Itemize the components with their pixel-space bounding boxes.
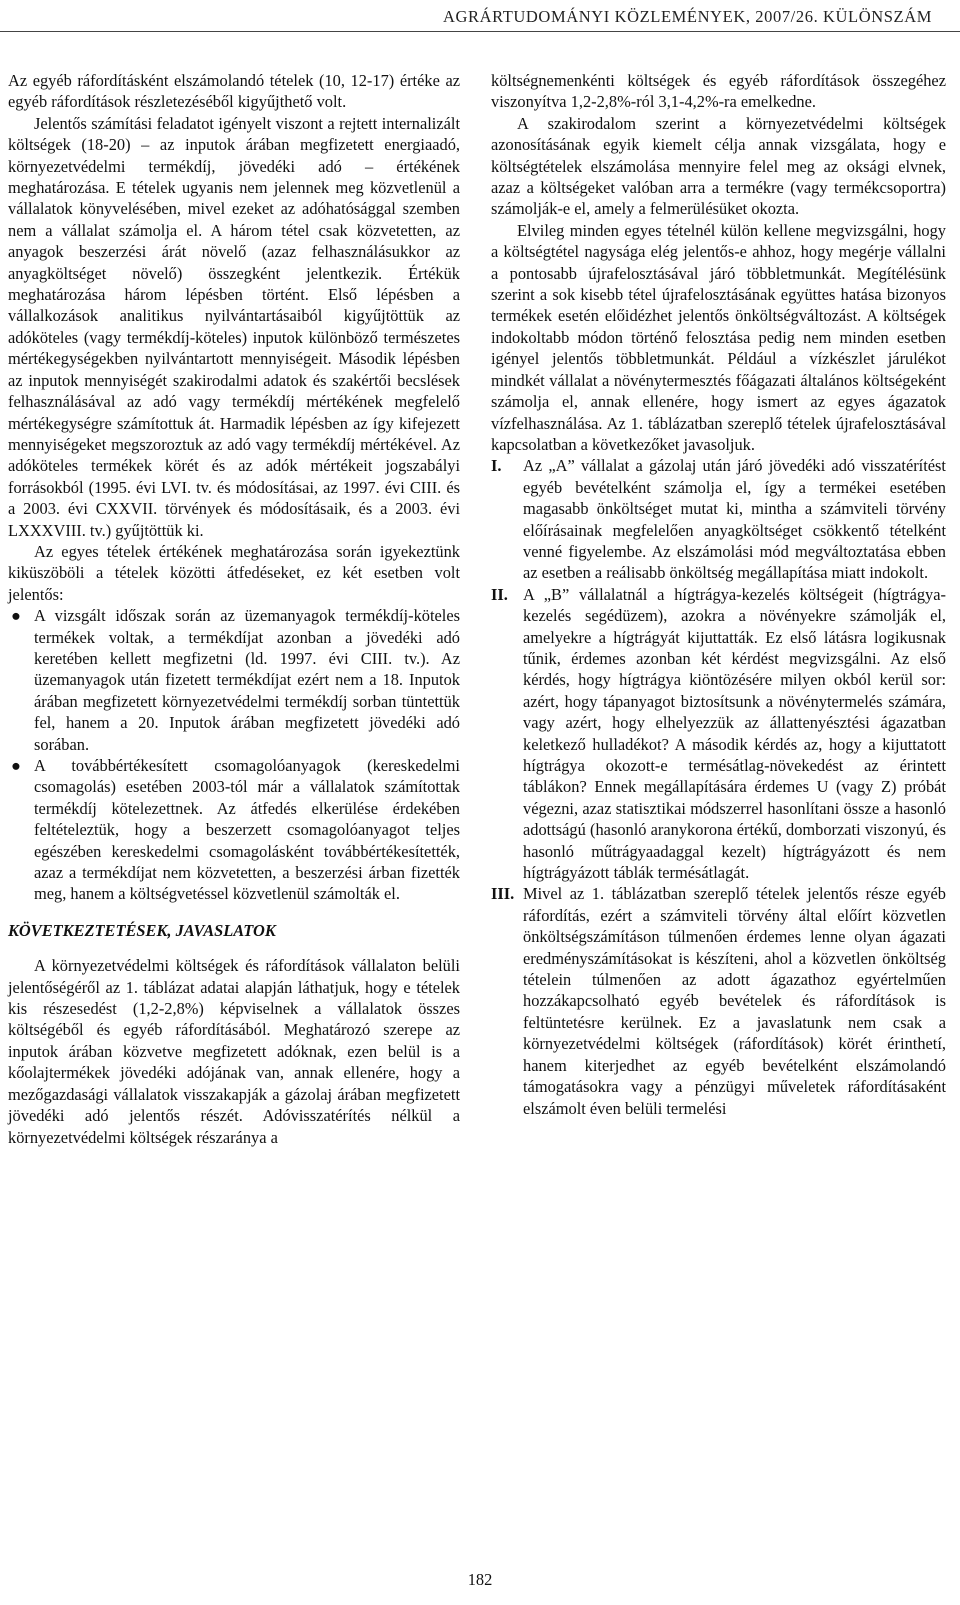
paragraph: Elvileg minden egyes tételnél külön kellene megvizsgálni, hogy a költségtétel nagysága elég jelentős-e ahhoz, hogy megérje vállalni a pontosabb újrafelosztásával járó többletmunkát. Megítélésünk szerint a sok kisebb tétel újrafelosztásának együttes hatása bizonyos termékek esetén előidézhet jelentős önköltségváltozást. A költségek indokoltabb módon történő felosztása pedig nem minden esetben igényel jelentős többletmunkát. Például a vízkészlet járulékot mindkét vállalat a növénytermesztés főágazati általános költségeként számolja el, annak ellenére, hogy ismert az egyes ágazatok vízfelhasználása. Az 1. táblázatban szereplő tételek újrafelosztásával kapcsolatban a következőket javasoljuk.: [491, 220, 946, 454]
running-header: [0, 0, 960, 36]
list-item: [491, 584, 946, 884]
header-rule: [0, 31, 960, 32]
list-item-text: Az „A” vállalat a gázolaj után járó jövedéki adó visszatérítést egyéb bevételként számolja el, így a termékei esetében magasabb önköltséget mutat ki, mintha a számviteli törvény előírásainak megfelelően anyagköltséget csökkentő tételként venné figyelembe. Az elszámolási mód megváltoztatása ebben az esetben a reálisabb önköltség megállapítása miatt indokolt.: [523, 456, 946, 583]
paragraph: A szakirodalom szerint a környezetvédelmi költségek azonosításának egyik kiemelt célja annak vizsgálata, hogy e költségtételek elszámolása mennyire felel meg az oksági elvnek, azaz a költségeket valóban arra a termékre (vagy termékcsoportra) számolják-e el, amely a felmerülésüket okozta.: [491, 113, 946, 219]
journal-title: AGRÁRTUDOMÁNYI KÖZLEMÉNYEK, 2007/26. KÜLÖNSZÁM: [442, 7, 932, 26]
list-item-text: A „B” vállalatnál a hígtrágya-kezelés költségeit (hígtrágya-kezelés segédüzem), azokra a növényekre számolják el, amelyekre a hígtrágyát kijuttatták. Ez első látásra logikusnak tűnik, érdemes azonban két kérdést megvizsgálni. Az első kérdés, hogy hígtrágya kiöntözésére milyen okból kerül sor: azért, hogy tápanyagot biztosítsunk a növénytermelés számára, vagy azért, hogy elhelyezzük az állattenyésztési ágazatban keletkező hulladékot? A második kérdés az, hogy a kijuttatott hígtrágya okozott-e termésátlag-növekedést az érintett táblákon? Ennek megállapítására érdemes U (vagy Z) próbát végezni, azaz statisztikai módszerrel hasonlítani össze a hasonló adottságú (hasonló aranykorona értékű, domborzati viszonyú, és hasonló műtrágyaadaggal kezelt) hígtrágyázott és nem hígtrágyázott táblák termésátlagát.: [523, 584, 946, 883]
list-item-number: I.: [491, 456, 502, 476]
list-item-text: A továbbértékesített csomagolóanyagok (kereskedelmi csomagolás) esetében 2003-tól már a vállalatok számítottak termékdíj kötelezettnek. Az átfedés elkerülése érdekében feltételeztük, hogy a beszerzett csomagolóanyagot teljes egészében kereskedelmi csomagolásként továbbértékesítették, azaz a termékdíjat nem közvetetten, a beszerzési árban fizették meg, hanem a költségvetéssel közvetlenül számolták el.: [34, 756, 460, 904]
list-item-text: Mivel az 1. táblázatban szereplő tételek jelentős része egyéb ráfordítás, ezért a számviteli törvény által előírt közvetlen önköltségszámításon túlmenően érdemes lenne olyan ágazati eredményszámításokat is készíteni, ahol a közvetlen önköltség tételein túlmenően az adott ágazathoz egyértelműen hozzákapcsolható egyéb bevételek és ráfordítások is feltüntetésre kerülnek. Ez a javaslatunk nem csak a környezetvédelmi költségek (ráfordítások) körét érinthetí, hanem kiterjedhet az egyéb bevételként elszámolandó támogatásokra vagy a pénzügyi műveletek ráfordításaként elszámolt éven belüli termelési: [523, 884, 946, 1118]
numbered-list: [491, 455, 946, 1119]
list-item-number: III.: [491, 884, 515, 904]
paragraph: A környezetvédelmi költségek és ráfordítások vállalaton belüli jelentőségéről az 1. táblázat adatai alapján láthatjuk, hogy e tételek kis részesedést (1,2-2,8%) képviselnek a vállalatok összes költségéből és egyéb ráfordításából. Meghatározó szerepe az inputok árában közvetve megfizetett adóknak, ezen belül is a kőolajtermékek jövedéki adójának van, annak ellenére, hogy a mezőgazdasági vállalatok visszakapják a gázolaj árában megfizetett jövedéki adó jelentős részét. Adóvisszatérítés nélkül a környezetvédelmi költségek részaránya a: [8, 956, 460, 1147]
paragraph: Az egyes tételek értékének meghatározása során igyekeztünk kiküszöböli a tételek közötti átfedéseket, ez két esetben volt jelentős:: [8, 541, 460, 604]
bullet-icon: ●: [11, 756, 21, 775]
paragraph: Jelentős számítási feladatot igényelt viszont a rejtett internalizált költségek (18-20) – az inputok árában megfizetett energiaadó, környezetvédelmi termékdíj, jövedéki adó – értékének meghatározása. E tételek ugyanis nem jelennek meg közvetlenül a vállalatok könyvelésében, mivel ezeket az adóhatósággal szemben nem a vállalat számolja el. A három tétel csak közvetetten, az anyagok beszerzési árát növelő (azaz felhasználásukkor az anyagköltséget növelő) összegként jelentkezik. Értékük meghatározása három lépésben történt. Első lépésben a vállalkozások analitikus nyilvántartásaiból kigyűjtöttük az adóköteles (vagy termékdíj-köteles) inputok különböző természetes mértékegységekben nyilvántartott mennyiségeit. Második lépésben az inputok mennyiségét szakirodalmi adatok és szakértői becslések felhasználásával az adó vagy termékdíj mértékének megfelelő mértékegységre számítottuk át. Harmadik lépésben az így kifejezett mennyiségeket megszoroztuk az adó vagy termékdíj mértékével. Az adóköteles termékek körét és az adók mértékeit jogszabályi forrásokból (1995. évi LVI. tv. és módosításai, az 1997. évi CIII. és a 2003. évi CXXVII. törvények és módosításaik, és a 2003. évi LXXXVIII. tv.) gyűjtöttük ki.: [8, 113, 460, 540]
list-item-text: A vizsgált időszak során az üzemanyagok termékdíj-köteles termékek voltak, a termékdíjat azonban a jövedéki adó keretében kellett megfizetni (ld. 1997. évi CIII. tv.). Az üzemanyagok után fizetett termékdíjat ezért nem a 18. Inputok árában megfizetett környezetvédelmi termékdíj sorban tüntettük fel, hanem a 20. Inputok árában megfizetett jövedéki adó sorában.: [34, 606, 460, 754]
list-item: [8, 755, 460, 905]
right-column: [491, 70, 946, 1119]
paragraph: költségnemenkénti költségek és egyéb ráfordítások összegéhez viszonyítva 1,2-2,8%-ról 3,1-4,2%-ra emelkedne.: [491, 71, 946, 112]
list-item: [8, 605, 460, 755]
paragraph: Az egyéb ráfordításként elszámolandó tételek (10, 12-17) értéke az egyéb ráfordítások részletezéséből kigyűjthető volt.: [8, 71, 460, 112]
bullet-icon: ●: [11, 606, 21, 626]
list-item: [491, 883, 946, 1118]
section-heading: KÖVETKEZTETÉSEK, JAVASLATOK: [8, 920, 276, 940]
bullet-list: [8, 605, 460, 905]
list-item-number: II.: [491, 584, 508, 604]
page-number: 182: [467, 1570, 493, 1589]
left-column: [8, 70, 460, 1148]
list-item: [491, 455, 946, 583]
